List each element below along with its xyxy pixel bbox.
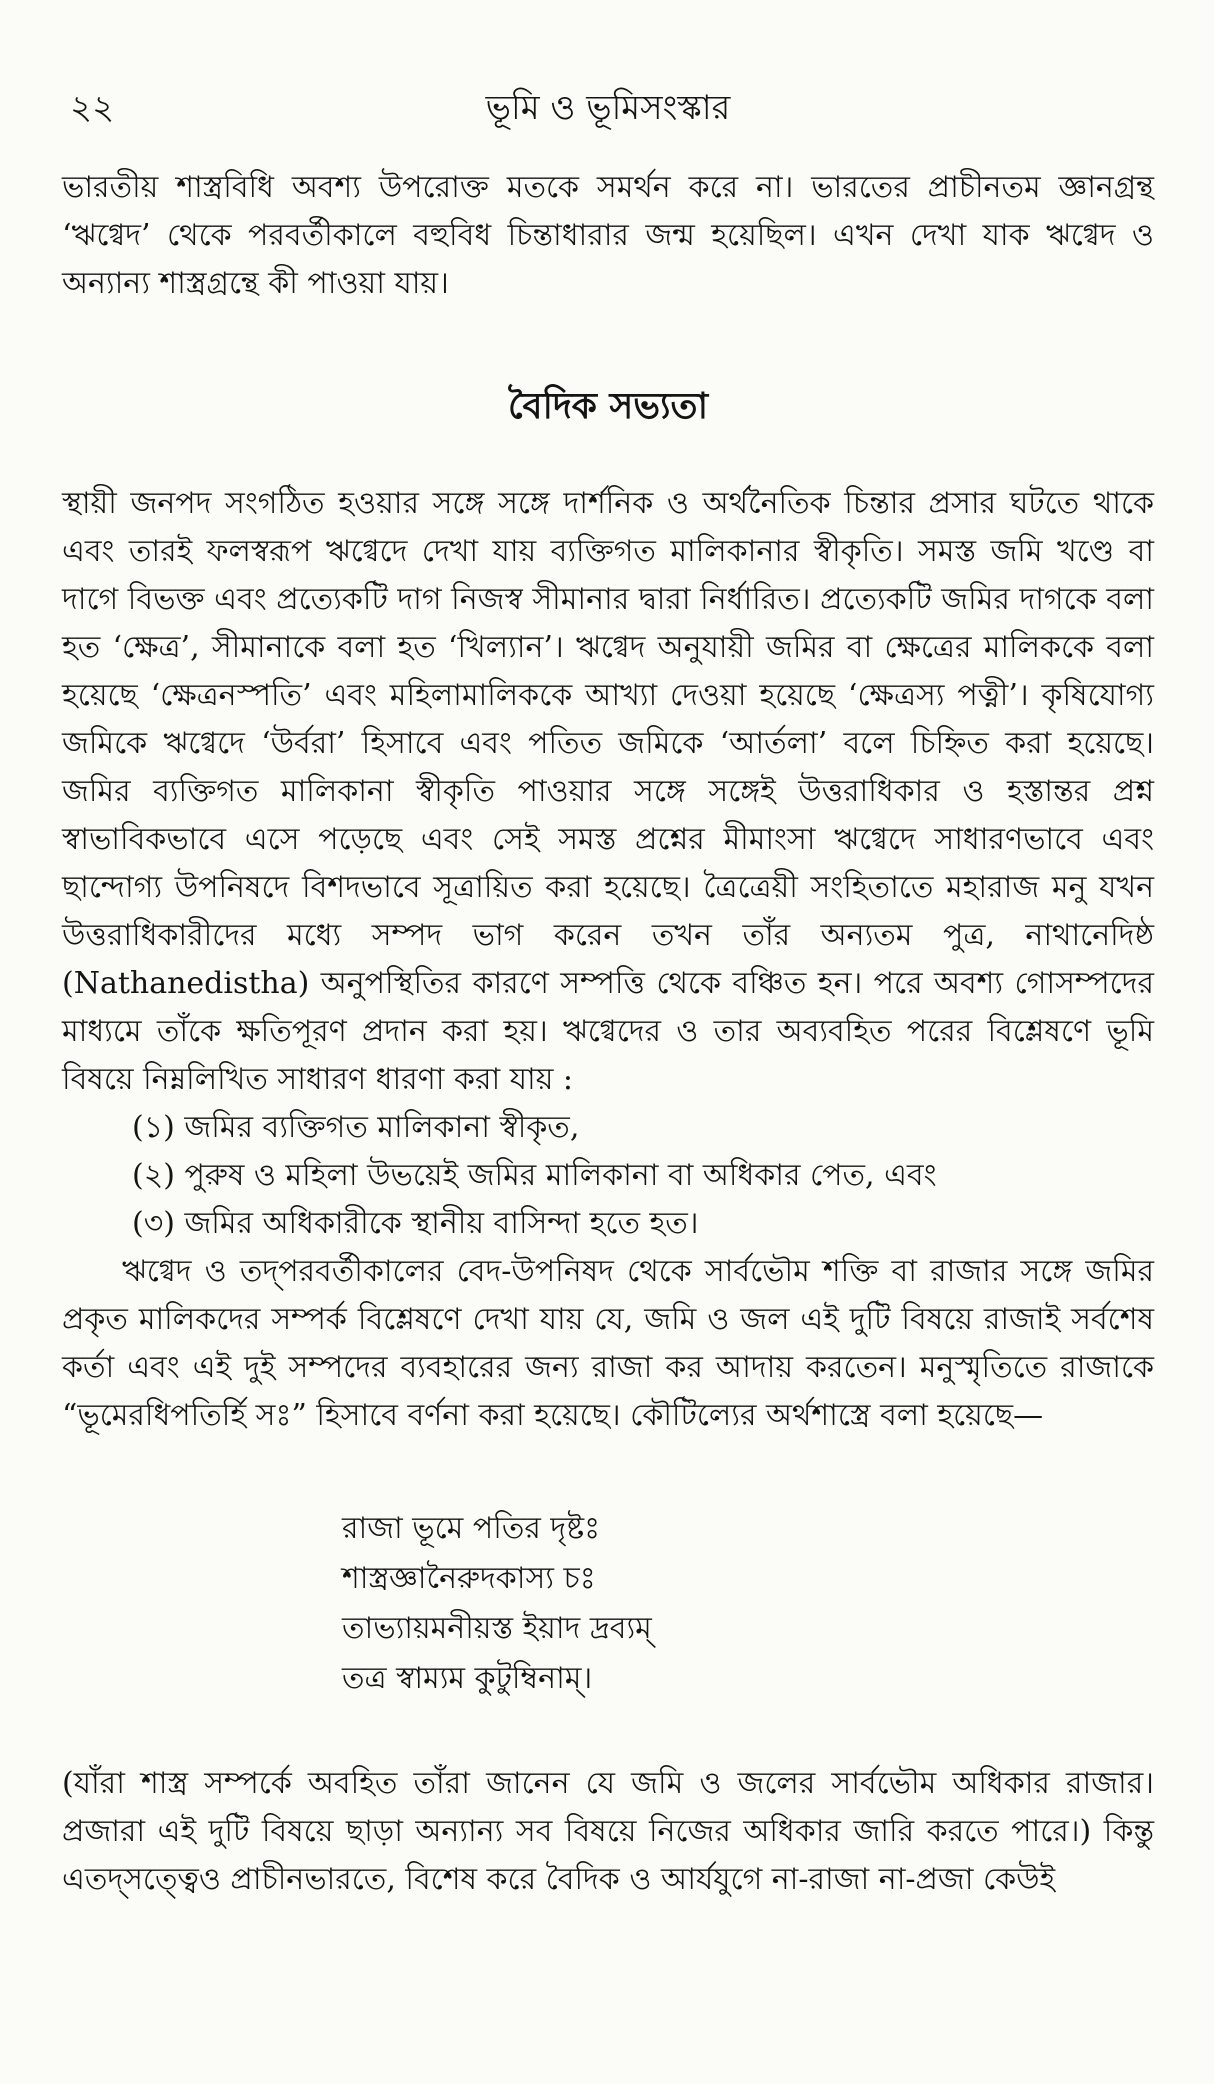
section-heading: বৈদিক সভ্যতা [507,385,709,427]
body-paragraph-1: স্থায়ী জনপদ সংগঠিত হওয়ার সঙ্গে সঙ্গে দার্শনিক ও অর্থনৈতিক চিন্তার প্রসার ঘটতে থাকে এবং তারই ফলস্বরূপ ঋগ্বেদে দেখা যায় ব্যক্তিগত মালিকানার স্বীকৃতি। সমস্ত জমি খণ্ডে বা দাগে বিভক্ত এবং প্রত্যেকটি দাগ নিজস্ব সীমানার দ্বারা নির্ধারিত। প্রত্যেকটি জমির দাগকে বলা হত ‘ক্ষেত্র’, সীমানাকে বলা হত ‘খিল্যান’। ঋগ্বেদ অনুযায়ী জমির বা ক্ষেত্রের মালিককে বলা হয়েছে ‘ক্ষেত্রনস্পতি’ এবং মহিলামালিককে আখ্যা দেওয়া হয়েছে ‘ক্ষেত্রস্য পত্নী’। কৃষিযোগ্য জমিকে ঋগ্বেদে ‘উর্বরা’ হিসাবে এবং পতিত জমিকে ‘আর্তলা’ বলে চিহ্নিত করা হয়েছে। জমির ব্যক্তিগত মালিকানা স্বীকৃতি পাওয়ার সঙ্গে সঙ্গেই উত্তরাধিকার ও হস্তান্তর প্রশ্ন স্বাভাবিকভাবে এসে পড়েছে এবং সেই সমস্ত প্রশ্নের মীমাংসা ঋগ্বেদে সাধারণভাবে এবং ছান্দোগ্য উপনিষদে বিশদভাবে সূত্রায়িত করা হয়েছে। ত্রৈত্রেয়ী সংহিতাতে মহারাজ মনু যখন উত্তরাধিকারীদের মধ্যে সম্পদ ভাগ করেন তখন তাঁর অন্যতম পুত্র, নাথানেদিষ্ঠ (Nathanedistha) অনুপস্থিতির কারণে সম্পত্তি থেকে বঞ্চিত হন। পরে অবশ্য গোসম্পদের মাধ্যমে তাঁকে ক্ষতিপূরণ প্রদান করা হয়। ঋগ্বেদের ও তার অব্যবহিত পরের বিশ্লেষণে ভূমি বিষয়ে নিম্নলিখিত সাধারণ ধারণা করা যায় : [62,486,1154,1097]
running-title: ভূমি ও ভূমিসংস্কার [485,88,731,128]
body-paragraph-3: (যাঁরা শাস্ত্র সম্পর্কে অবহিত তাঁরা জানেন যে জমি ও জলের সার্বভৌম অধিকার রাজার। প্রজারা এই দুটি বিষয়ে ছাড়া অন্যান্য সব বিষয়ে নিজের অধিকার জারি করতে পারে।) কিন্তু এতদ্‌সত্ত্বেও প্রাচীনভারতে, বিশেষ করে বৈদিক ও আর্যযুগে না-রাজা না-প্রজা কেউই [62,1766,1154,1897]
sanskrit-verse [342,1504,1154,1704]
verse-line: তত্র স্বাম্যম কুটুম্বিনাম্। [342,1661,593,1696]
page-number: ২২ [70,88,115,128]
list-item: (১) জমির ব্যক্তিগত মালিকানা স্বীকৃত, [132,1110,580,1145]
list-item: (২) পুরুষ ও মহিলা উভয়েই জমির মালিকানা বা অধিকার পেত, এবং [132,1158,937,1193]
verse-line: শাস্ত্রজ্ঞানৈরুদকাস্য চঃ [342,1561,596,1596]
body-paragraph-2: ঋগ্বেদ ও তদ্‌পরবর্তীকালের বেদ-উপনিষদ থেকে সার্বভৌম শক্তি বা রাজার সঙ্গে জমির প্রকৃত মালিকদের সম্পর্ক বিশ্লেষণে দেখা যায় যে, জমি ও জল এই দুটি বিষয়ে রাজাই সর্বশেষ কর্তা এবং এই দুই সম্পদের ব্যবহারের জন্য রাজা কর আদায় করতেন। মনুস্মৃতিতে রাজাকে “ভূমেরধিপতির্হি সঃ” হিসাবে বর্ণনা করা হয়েছে। কৌটিল্যের অর্থশাস্ত্রে বলা হয়েছে— [62,1254,1154,1433]
running-header [62,84,1154,156]
verse-line: রাজা ভূমে পতির দৃষ্টঃ [342,1511,601,1546]
book-page [0,84,1214,2084]
intro-paragraph: ভারতীয় শাস্ত্রবিধি অবশ্য উপরোক্ত মতকে সমর্থন করে না। ভারতের প্রাচীনতম জ্ঞানগ্রন্থ ‘ঋগ্বেদ’ থেকে পরবর্তীকালে বহুবিধ চিন্তাধারার জন্ম হয়েছিল। এখন দেখা যাক ঋগ্বেদ ও অন্যান্য শাস্ত্রগ্রন্থে কী পাওয়া যায়। [62,170,1154,301]
list-item: (৩) জমির অধিকারীকে স্থানীয় বাসিন্দা হতে হত। [132,1206,699,1241]
numbered-list [62,1104,1154,1248]
verse-line: তাভ্যায়মনীয়স্ত ইয়াদ দ্রব্যম্ [342,1611,652,1646]
